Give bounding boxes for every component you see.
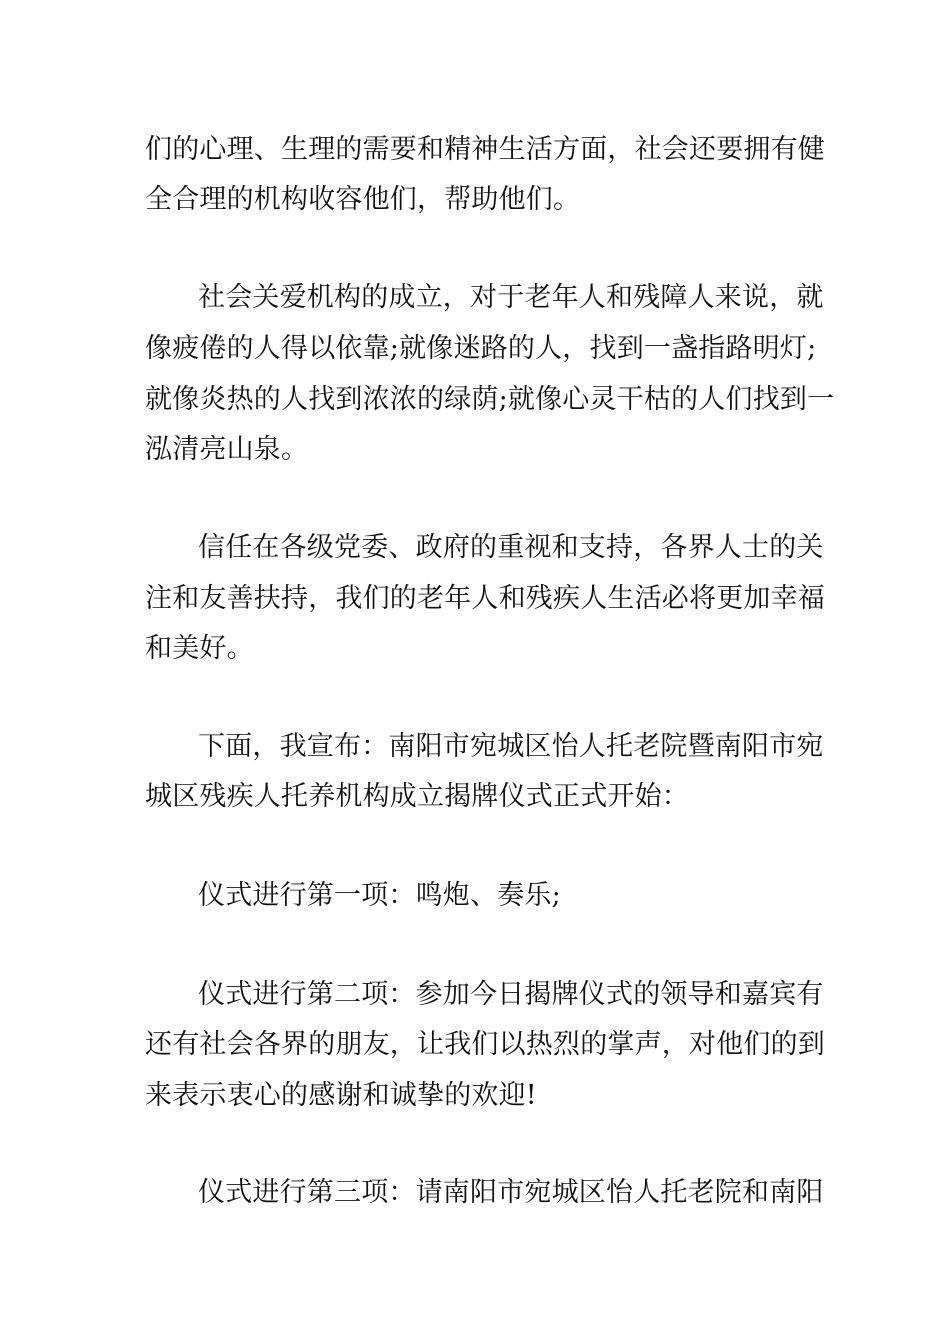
paragraph-line: 下面，我宣布：南阳市宛城区怡人托老院暨南阳市宛	[198, 731, 824, 762]
paragraph-line: 仪式进行第三项：请南阳市宛城区怡人托老院和南阳	[198, 1177, 824, 1208]
paragraph-line: 全合理的机构收容他们，帮助他们。	[145, 184, 581, 215]
paragraph-line: 城区残疾人托养机构成立揭牌仪式正式开始：	[145, 781, 689, 812]
paragraph-line: 和美好。	[145, 633, 254, 664]
paragraph-line: 来表示衷心的感谢和诚挚的欢迎!	[145, 1080, 537, 1111]
paragraph-line: 社会关爱机构的成立，对于老年人和残障人来说，就	[198, 282, 824, 313]
paragraph-line: 就像炎热的人找到浓浓的绿荫;就像心灵干枯的人们找到一	[145, 384, 835, 415]
paragraph-line: 仪式进行第二项：参加今日揭牌仪式的领导和嘉宾有	[198, 979, 824, 1010]
paragraph-line: 仪式进行第一项：鸣炮、奏乐;	[198, 880, 561, 911]
paragraph-line: 们的心理、生理的需要和精神生活方面，社会还要拥有健	[145, 134, 825, 165]
paragraph-line: 注和友善扶持，我们的老年人和残疾人生活必将更加幸福	[145, 583, 825, 614]
paragraph-line: 泓清亮山泉。	[145, 434, 309, 465]
paragraph-line: 信任在各级党委、政府的重视和支持，各界人士的关	[198, 532, 824, 563]
paragraph-line: 还有社会各界的朋友，让我们以热烈的掌声，对他们的到	[145, 1029, 825, 1060]
paragraph-line: 像疲倦的人得以依靠;就像迷路的人，找到一盏指路明灯;	[145, 333, 817, 364]
